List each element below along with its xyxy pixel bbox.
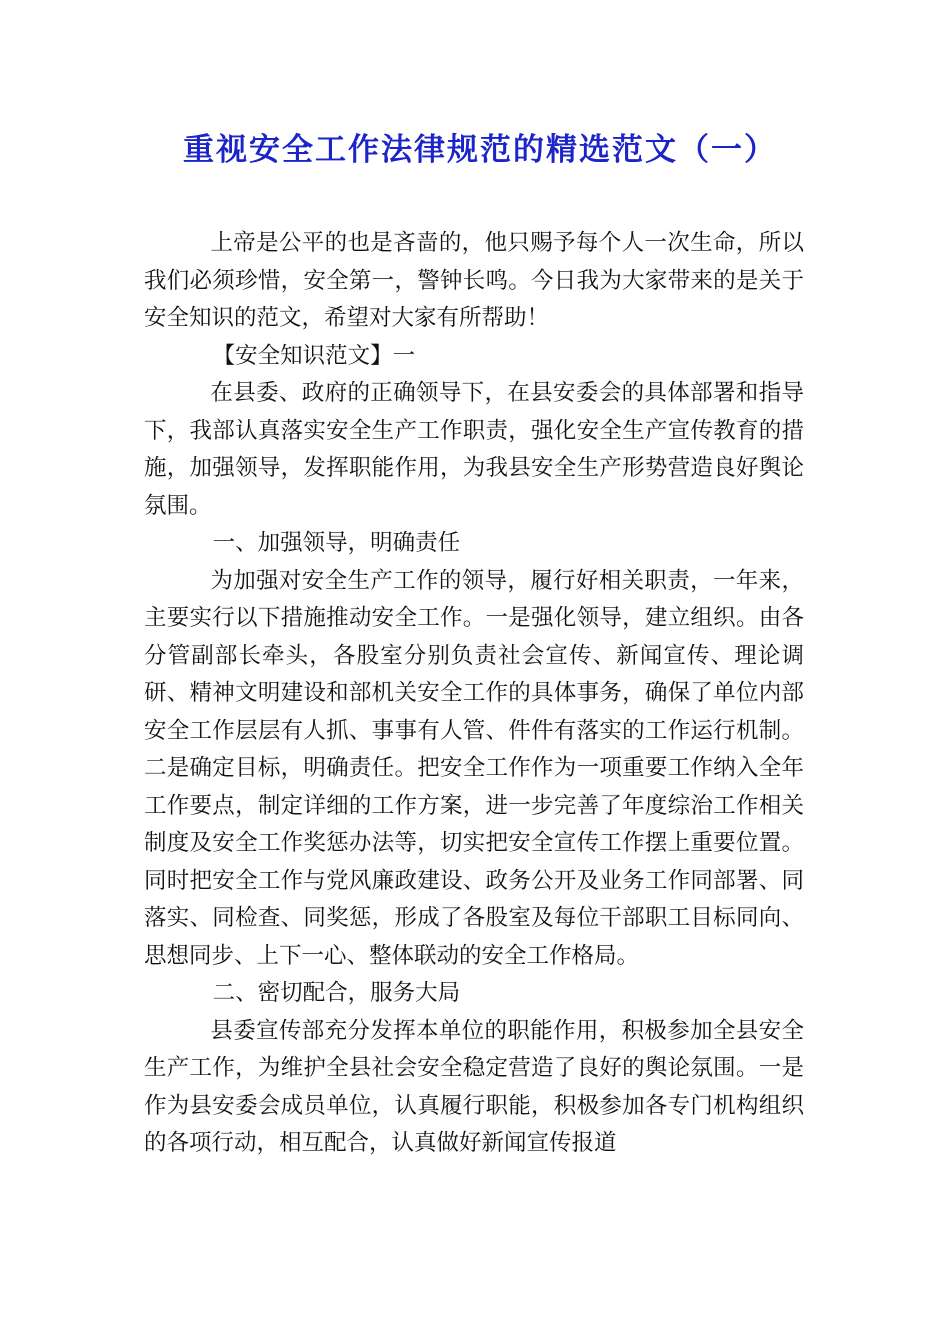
paragraph-intro: 上帝是公平的也是吝啬的，他只赐予每个人一次生命，所以我们必须珍惜，安全第一，警钟长鸣。今日我为大家带来的是关于安全知识的范文，希望对大家有所帮助！ (144, 230, 804, 331)
paragraph: 在县委、政府的正确领导下，在县安委会的具体部署和指导下，我部认真落实安全生产工作职责，强化安全生产宣传教育的措施，加强领导，发挥职能作用，为我县安全生产形势营造良好舆论氛围。 (144, 380, 804, 519)
document-title: 重视安全工作法律规范的精选范文（一） (183, 132, 777, 168)
section-heading: 二、密切配合，服务大局 (212, 980, 461, 1006)
document-body (144, 225, 804, 1163)
paragraph: 为加强对安全生产工作的领导，履行好相关职责，一年来，主要实行以下措施推动安全工作。一是强化领导，建立组织。由各分管副部长牵头，各股室分别负责社会宣传、新闻宣传、理论调研、精神文明建设和部机关安全工作的具体事务，确保了单位内部安全工作层层有人抓、事事有人管、件件有落实的工作运行机制。二是确定目标，明确责任。把安全工作作为一项重要工作纳入全年工作要点，制定详细的工作方案，进一步完善了年度综治工作相关制度及安全工作奖惩办法等，切实把安全宣传工作摆上重要位置。同时把安全工作与党风廉政建设、政务公开及业务工作同部署、同落实、同检查、同奖惩，形成了各股室及每位干部职工目标同向、思想同步、上下一心、整体联动的安全工作格局。 (144, 567, 804, 969)
paragraph: 县委宣传部充分发挥本单位的职能作用，积极参加全县安全生产工作，为维护全县社会安全稳定营造了良好的舆论氛围。一是作为县安委会成员单位，认真履行职能，积极参加各专门机构组织的各项行动，相互配合，认真做好新闻宣传报道 (144, 1017, 804, 1156)
section-heading: 【安全知识范文】一 (212, 342, 416, 369)
section-heading: 一、加强领导，明确责任 (212, 530, 461, 556)
